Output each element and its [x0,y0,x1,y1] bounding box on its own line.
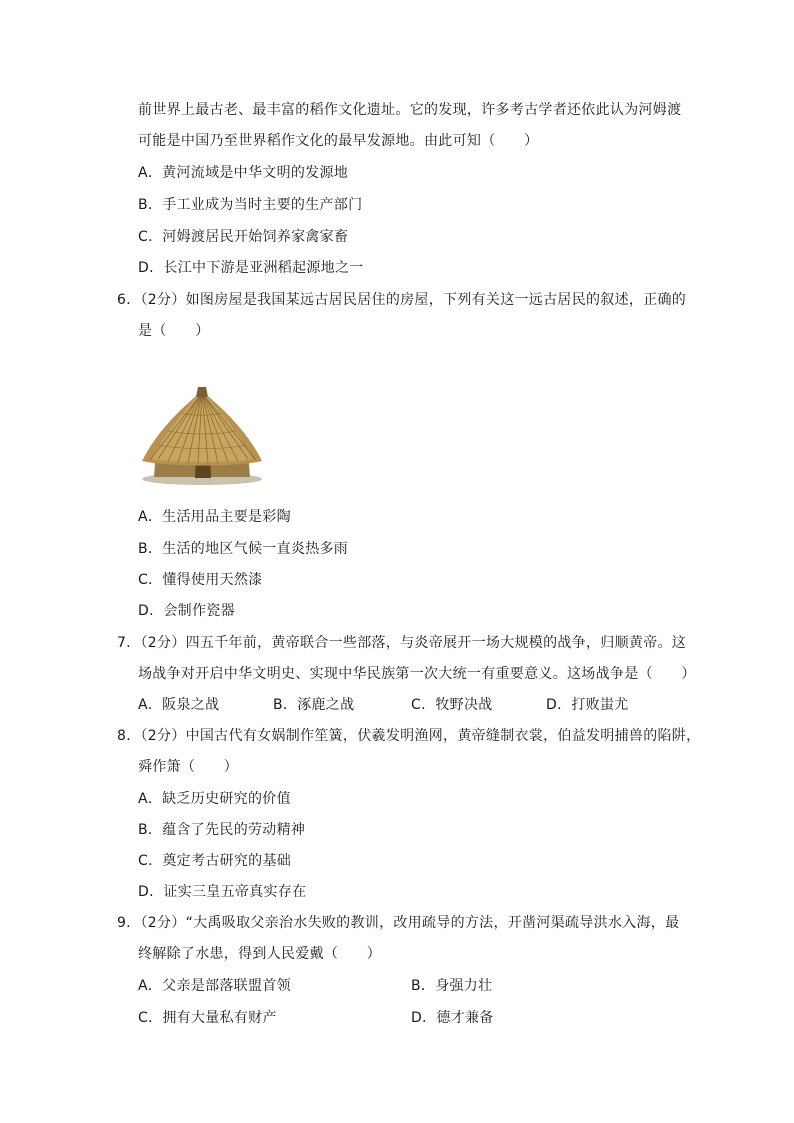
q9-option-b: B．身强力壮 [411,978,493,994]
q9-stem-line-1: 9．（2分）“大禹吸取父亲治水失败的教训，改用疏导的方法，开凿河渠疏导洪水入海，最 [117,915,680,931]
q8-stem-line-1: 8．（2分）中国古代有女娲制作笙簧，伏羲发明渔网，黄帝缝制衣裳，伯益发明捕兽的陷阱， [117,728,701,744]
q7-option-b: B．涿鹿之战 [273,697,355,713]
q6-option-c: C．懂得使用天然漆 [138,572,263,588]
q9-options-row-2 [138,1008,538,1028]
q5-option-c: C．河姆渡居民开始饲养家禽家畜 [138,229,349,245]
q6-option-d: D．会制作瓷器 [138,603,235,619]
q9-options-row-1 [138,976,538,996]
q7-option-c: C．牧野决战 [411,697,493,713]
q6-stem-line-1: 6．（2分）如图房屋是我国某远古居民居住的房屋，下列有关这一远古居民的叙述，正确的 [117,292,687,308]
q8-stem-line-2: 舜作箫（ ） [138,759,239,775]
q8-option-a: A．缺乏历史研究的价值 [138,791,291,807]
q5-option-a: A．黄河流域是中华文明的发源地 [138,165,349,181]
q7-options-row [138,695,658,715]
q9-option-c: C．拥有大量私有财产 [138,1010,277,1026]
q6-option-a: A．生活用品主要是彩陶 [138,509,291,525]
thatched-hut-icon [138,385,266,487]
q5-option-d: D．长江中下游是亚洲稻起源地之一 [138,260,364,276]
q6-option-b: B．生活的地区气候一直炎热多雨 [138,541,349,557]
q7-stem-line-1: 7．（2分）四五千年前，黄帝联合一些部落，与炎帝展开一场大规模的战争，归顺黄帝。这 [117,635,687,651]
q5-stem-line-1: 前世界上最古老、最丰富的稻作文化遗址。它的发现，许多考古学者还依此认为河姆渡 [138,102,682,118]
q9-option-d: D．德才兼备 [411,1010,494,1026]
q8-option-d: D．证实三皇五帝真实存在 [138,884,307,900]
q6-stem-line-2: 是（ ） [138,323,210,339]
q8-option-c: C．奠定考古研究的基础 [138,853,292,869]
q5-stem-line-2: 可能是中国乃至世界稻作文化的最早发源地。由此可知（ ） [138,133,539,149]
q9-option-a: A．父亲是部落联盟首领 [138,978,291,994]
q7-stem-line-2: 场战争对开启中华文明史、实现中华民族第一次大统一有重要意义。这场战争是（ ） [138,666,696,682]
q7-option-d: D．打败蚩尤 [546,697,629,713]
q8-option-b: B．蕴含了先民的劳动精神 [138,822,306,838]
q7-option-a: A．阪泉之战 [138,697,220,713]
q5-option-b: B．手工业成为当时主要的生产部门 [138,197,363,213]
q9-stem-line-2: 终解除了水患，得到人民爱戴（ ） [138,946,382,962]
